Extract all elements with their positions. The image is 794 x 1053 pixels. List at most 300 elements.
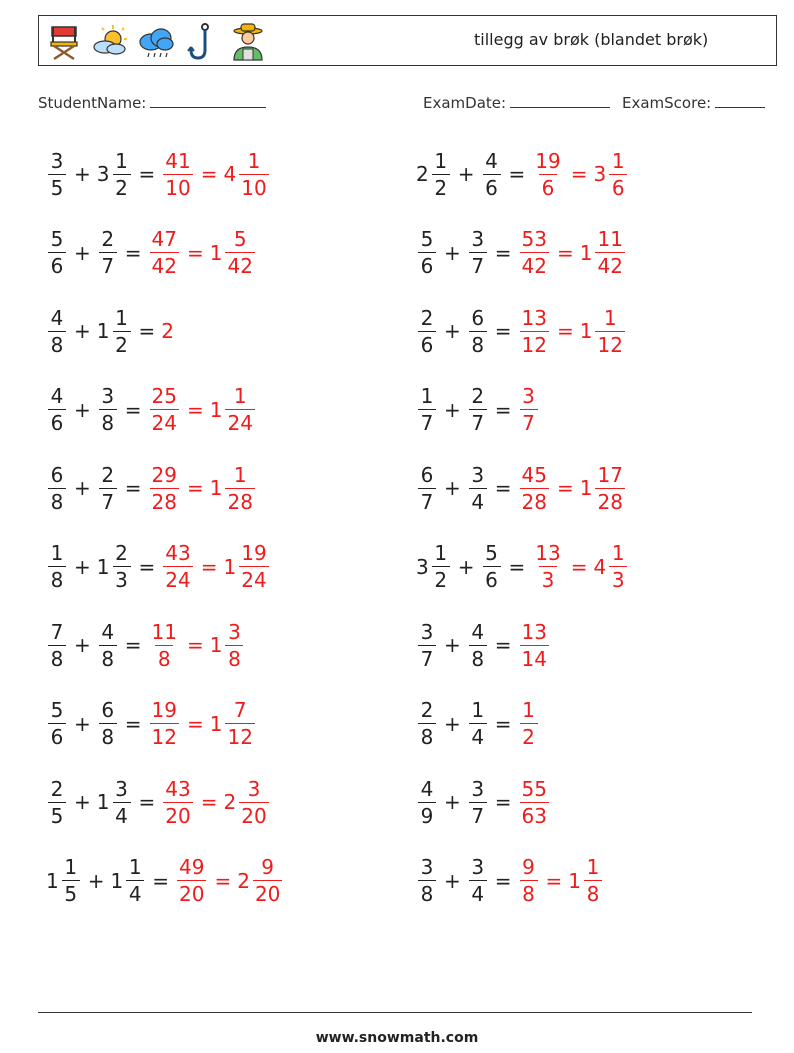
exam-score-blank[interactable] bbox=[715, 93, 765, 108]
answer bbox=[518, 619, 551, 671]
answer-improper-fraction bbox=[520, 305, 549, 357]
denominator: 28 bbox=[597, 489, 623, 514]
answer-improper-fraction bbox=[520, 776, 549, 828]
answer-mixed-whole: 1 bbox=[209, 397, 223, 422]
plus-sign: + bbox=[74, 162, 91, 186]
numerator: 4 bbox=[420, 776, 434, 801]
problem-row bbox=[416, 221, 627, 285]
addend-a bbox=[416, 462, 438, 514]
numerator: 3 bbox=[471, 227, 485, 251]
fraction bbox=[113, 543, 131, 590]
answer-mixed-fraction bbox=[609, 148, 627, 200]
fraction bbox=[126, 857, 144, 904]
answer-mixed-whole: 3 bbox=[593, 162, 607, 186]
denominator: 7 bbox=[418, 488, 436, 512]
numerator: 1 bbox=[50, 541, 64, 565]
numerator: 2 bbox=[101, 462, 115, 487]
plus-sign: + bbox=[74, 554, 91, 579]
numerator: 3 bbox=[471, 855, 485, 879]
equals-sign: = bbox=[545, 868, 563, 893]
problem-row bbox=[416, 613, 551, 677]
answer bbox=[148, 619, 246, 671]
addend-b bbox=[467, 229, 489, 276]
denominator: 28 bbox=[227, 489, 253, 514]
fraction bbox=[418, 386, 436, 433]
director-chair-icon bbox=[45, 22, 83, 62]
exam-date-field[interactable] bbox=[423, 93, 610, 112]
numerator: 1 bbox=[471, 698, 485, 722]
addend-b bbox=[467, 619, 489, 671]
fraction bbox=[418, 776, 436, 828]
problem-row bbox=[46, 456, 257, 520]
answer-improper-fraction bbox=[520, 619, 549, 671]
student-name-field[interactable] bbox=[38, 93, 266, 112]
answer bbox=[531, 543, 629, 590]
numerator: 29 bbox=[151, 462, 177, 487]
problem-row bbox=[416, 299, 627, 363]
numerator: 5 bbox=[233, 227, 247, 251]
numerator: 3 bbox=[471, 462, 485, 487]
numerator: 25 bbox=[151, 384, 177, 408]
equals-sign: = bbox=[214, 868, 232, 893]
addend-b bbox=[97, 462, 119, 514]
fraction bbox=[113, 148, 131, 200]
denominator: 24 bbox=[227, 411, 253, 435]
numerator: 11 bbox=[151, 619, 177, 644]
equals-sign: = bbox=[124, 633, 142, 657]
denominator: 24 bbox=[151, 411, 177, 435]
addend-a bbox=[46, 543, 68, 590]
numerator: 5 bbox=[420, 227, 434, 251]
answer-improper-fraction bbox=[150, 386, 179, 433]
fraction bbox=[48, 462, 66, 514]
worksheet-header bbox=[38, 15, 777, 66]
numerator: 45 bbox=[521, 462, 547, 487]
fraction bbox=[483, 543, 501, 590]
numerator: 53 bbox=[521, 227, 547, 251]
denominator: 8 bbox=[155, 645, 173, 669]
denominator: 4 bbox=[126, 880, 144, 904]
fraction bbox=[48, 148, 66, 200]
denominator: 2 bbox=[432, 174, 450, 198]
numerator: 13 bbox=[535, 541, 561, 565]
addend-a bbox=[46, 148, 68, 200]
student-name-blank[interactable] bbox=[150, 93, 266, 108]
numerator: 7 bbox=[50, 619, 64, 644]
numerator: 4 bbox=[471, 619, 485, 644]
addend-b bbox=[97, 229, 119, 276]
addend-a bbox=[46, 386, 68, 433]
problem-row bbox=[46, 535, 271, 599]
fraction bbox=[48, 543, 66, 590]
equals-sign: = bbox=[494, 868, 512, 893]
answer bbox=[518, 229, 627, 276]
numerator: 4 bbox=[50, 305, 64, 330]
fraction bbox=[99, 619, 117, 671]
fraction bbox=[469, 462, 487, 514]
numerator: 1 bbox=[434, 541, 448, 565]
numerator: 9 bbox=[522, 855, 535, 879]
numerator: 6 bbox=[420, 462, 434, 487]
answer bbox=[518, 305, 627, 357]
fraction bbox=[418, 305, 436, 357]
denominator: 8 bbox=[584, 880, 602, 904]
numerator: 3 bbox=[247, 776, 261, 801]
whole-number: 1 bbox=[96, 554, 110, 579]
plus-sign: + bbox=[444, 790, 461, 814]
plus-sign: + bbox=[444, 633, 461, 657]
equals-sign: = bbox=[124, 397, 142, 422]
plus-sign: + bbox=[87, 868, 105, 893]
answer-mixed-fraction bbox=[584, 857, 602, 904]
numerator: 1 bbox=[586, 855, 600, 879]
denominator: 4 bbox=[469, 880, 487, 904]
fraction bbox=[99, 229, 117, 276]
denominator: 3 bbox=[609, 566, 627, 590]
fraction bbox=[469, 305, 487, 357]
numerator: 11 bbox=[597, 227, 623, 251]
answer bbox=[175, 857, 284, 904]
fraction bbox=[469, 857, 487, 904]
plus-sign: + bbox=[74, 476, 91, 500]
addend-b bbox=[97, 386, 119, 433]
fraction bbox=[113, 776, 131, 828]
addend-a bbox=[46, 776, 68, 828]
equals-sign: = bbox=[186, 633, 204, 657]
rain-cloud-icon bbox=[137, 22, 175, 62]
equals-sign: = bbox=[494, 319, 512, 343]
numerator: 4 bbox=[485, 148, 498, 173]
denominator: 42 bbox=[151, 254, 177, 278]
denominator: 14 bbox=[521, 646, 547, 671]
exam-score-field[interactable] bbox=[622, 93, 765, 112]
addend-b bbox=[96, 148, 133, 200]
numerator: 1 bbox=[611, 541, 625, 565]
equals-sign: = bbox=[556, 476, 574, 500]
numerator: 5 bbox=[50, 698, 64, 722]
addend-b bbox=[481, 543, 503, 590]
denominator: 5 bbox=[48, 174, 66, 198]
numerator: 47 bbox=[151, 227, 177, 251]
numerator: 49 bbox=[179, 855, 205, 879]
answer-improper-fraction bbox=[163, 543, 192, 590]
fraction bbox=[469, 700, 487, 747]
answer-mixed-whole: 1 bbox=[209, 633, 223, 657]
denominator: 6 bbox=[483, 174, 501, 198]
plus-sign: + bbox=[74, 240, 91, 265]
addend-b bbox=[467, 700, 489, 747]
whole-number: 1 bbox=[110, 868, 124, 893]
answer-mixed-whole: 1 bbox=[209, 240, 223, 265]
answer-improper-fraction bbox=[520, 386, 538, 433]
addend-a bbox=[46, 229, 68, 276]
answer-mixed-fraction bbox=[595, 462, 624, 514]
answer-mixed-fraction bbox=[225, 700, 254, 747]
denominator: 4 bbox=[469, 723, 487, 747]
answer-improper-fraction bbox=[520, 857, 538, 904]
denominator: 4 bbox=[469, 488, 487, 512]
denominator: 8 bbox=[48, 645, 66, 669]
equals-sign: = bbox=[494, 240, 512, 265]
numerator: 41 bbox=[165, 148, 191, 173]
numerator: 19 bbox=[535, 148, 561, 173]
numerator: 3 bbox=[471, 776, 485, 801]
equals-sign: = bbox=[138, 790, 156, 814]
exam-score-label: ExamScore: bbox=[622, 94, 712, 112]
denominator: 4 bbox=[113, 802, 131, 826]
denominator: 6 bbox=[418, 252, 436, 276]
whole-number: 1 bbox=[96, 790, 110, 814]
answer-improper-fraction bbox=[533, 148, 562, 200]
denominator: 24 bbox=[165, 568, 191, 592]
fraction bbox=[469, 386, 487, 433]
answer-improper-fraction bbox=[177, 857, 206, 904]
answer bbox=[148, 386, 257, 433]
answer bbox=[148, 462, 257, 514]
addend-b bbox=[97, 619, 119, 671]
denominator: 2 bbox=[432, 566, 450, 590]
numerator: 55 bbox=[521, 776, 547, 801]
fraction bbox=[48, 700, 66, 747]
addend-a bbox=[416, 619, 438, 671]
denominator: 8 bbox=[99, 723, 117, 747]
equals-sign: = bbox=[138, 554, 156, 579]
answer-whole: 2 bbox=[161, 319, 174, 343]
problem-row bbox=[46, 299, 174, 363]
answer-mixed-whole: 1 bbox=[568, 868, 582, 893]
equals-sign: = bbox=[124, 240, 142, 265]
student-name-label: StudentName: bbox=[38, 94, 147, 112]
numerator: 3 bbox=[115, 776, 128, 801]
addend-a bbox=[416, 857, 438, 904]
fraction bbox=[48, 305, 66, 357]
plus-sign: + bbox=[444, 240, 461, 265]
answer-improper-fraction bbox=[163, 776, 192, 828]
fraction bbox=[48, 619, 66, 671]
denominator: 7 bbox=[418, 409, 436, 433]
fraction bbox=[48, 776, 66, 828]
plus-sign: + bbox=[444, 397, 461, 422]
answer-improper-fraction bbox=[150, 700, 179, 747]
numerator: 1 bbox=[128, 855, 142, 879]
numerator: 2 bbox=[50, 776, 64, 801]
equals-sign: = bbox=[494, 711, 512, 736]
problem-row bbox=[46, 221, 257, 285]
answer-improper-fraction bbox=[520, 229, 549, 276]
answer bbox=[518, 776, 551, 828]
answer-mixed-whole: 1 bbox=[579, 476, 593, 500]
equals-sign: = bbox=[200, 162, 218, 186]
fraction bbox=[113, 305, 131, 357]
whole-number: 1 bbox=[46, 868, 59, 893]
answer bbox=[161, 319, 174, 343]
answer-mixed-fraction bbox=[595, 305, 624, 357]
answer-mixed-whole: 1 bbox=[579, 319, 593, 343]
plus-sign: + bbox=[444, 711, 461, 736]
answer bbox=[531, 148, 629, 200]
sun-cloud-icon bbox=[91, 22, 129, 62]
whole-number: 1 bbox=[96, 319, 110, 343]
numerator: 4 bbox=[101, 619, 115, 644]
denominator: 5 bbox=[48, 802, 66, 826]
answer-improper-fraction bbox=[520, 462, 549, 514]
numerator: 4 bbox=[50, 384, 64, 408]
numerator: 2 bbox=[471, 384, 485, 408]
plus-sign: + bbox=[74, 790, 91, 814]
addend-b bbox=[97, 700, 119, 747]
fraction bbox=[418, 462, 436, 514]
equals-sign: = bbox=[152, 868, 169, 893]
numerator: 3 bbox=[228, 619, 241, 644]
fraction bbox=[432, 543, 450, 590]
denominator: 7 bbox=[520, 409, 538, 433]
denominator: 3 bbox=[113, 566, 131, 590]
plus-sign: + bbox=[74, 397, 91, 422]
numerator: 3 bbox=[50, 148, 64, 173]
numerator: 19 bbox=[151, 698, 177, 722]
denominator: 8 bbox=[48, 331, 66, 355]
denominator: 6 bbox=[418, 331, 436, 355]
numerator: 1 bbox=[233, 384, 247, 408]
addend-a bbox=[416, 148, 452, 200]
addend-b bbox=[481, 148, 503, 200]
equals-sign: = bbox=[138, 162, 156, 186]
fraction bbox=[418, 229, 436, 276]
numerator: 1 bbox=[247, 148, 261, 173]
plus-sign: + bbox=[74, 319, 91, 343]
problem-row bbox=[46, 692, 257, 756]
equals-sign: = bbox=[494, 790, 512, 814]
denominator: 9 bbox=[418, 802, 436, 826]
answer-mixed-fraction bbox=[225, 229, 254, 276]
denominator: 2 bbox=[113, 331, 131, 355]
farmer-avatar-icon bbox=[229, 22, 267, 62]
equals-sign: = bbox=[124, 711, 142, 736]
problem-row bbox=[416, 849, 604, 913]
equals-sign: = bbox=[508, 554, 526, 579]
denominator: 6 bbox=[48, 409, 66, 433]
denominator: 6 bbox=[483, 566, 501, 590]
numerator: 6 bbox=[471, 305, 485, 330]
addend-a bbox=[416, 229, 438, 276]
answer-mixed-fraction bbox=[225, 462, 254, 514]
fraction bbox=[99, 700, 117, 747]
addend-b bbox=[97, 543, 133, 590]
denominator: 20 bbox=[254, 882, 281, 906]
exam-date-blank[interactable] bbox=[510, 93, 610, 108]
fraction bbox=[62, 857, 80, 904]
denominator: 10 bbox=[165, 175, 191, 200]
denominator: 8 bbox=[99, 409, 117, 433]
addend-a bbox=[46, 305, 68, 357]
answer-improper-fraction bbox=[150, 229, 179, 276]
plus-sign: + bbox=[444, 868, 461, 893]
numerator: 6 bbox=[50, 462, 64, 487]
addend-a bbox=[46, 462, 68, 514]
plus-sign: + bbox=[457, 554, 475, 579]
numerator: 2 bbox=[101, 227, 115, 251]
denominator: 12 bbox=[597, 332, 623, 357]
numerator: 3 bbox=[522, 384, 535, 408]
numerator: 1 bbox=[233, 462, 247, 487]
addend-b bbox=[96, 776, 133, 828]
answer-improper-fraction bbox=[163, 148, 192, 200]
denominator: 63 bbox=[521, 803, 547, 828]
numerator: 2 bbox=[420, 305, 434, 330]
answer-improper-fraction bbox=[533, 543, 562, 590]
fraction bbox=[469, 229, 487, 276]
denominator: 10 bbox=[241, 175, 267, 200]
denominator: 6 bbox=[48, 252, 66, 276]
numerator: 2 bbox=[115, 541, 128, 565]
equals-sign: = bbox=[508, 162, 526, 186]
addend-a bbox=[416, 305, 438, 357]
whole-number: 3 bbox=[416, 554, 429, 579]
denominator: 7 bbox=[469, 802, 487, 826]
answer-mixed-whole: 4 bbox=[593, 554, 607, 579]
fraction bbox=[99, 386, 117, 433]
answer bbox=[161, 148, 270, 200]
exam-date-label: ExamDate: bbox=[423, 94, 507, 112]
addend-a bbox=[416, 386, 438, 433]
numerator: 3 bbox=[420, 619, 434, 644]
problem-row bbox=[46, 849, 284, 913]
fraction bbox=[469, 619, 487, 671]
denominator: 20 bbox=[165, 803, 191, 828]
problem-row bbox=[46, 613, 245, 677]
plus-sign: + bbox=[457, 162, 475, 186]
denominator: 8 bbox=[99, 645, 117, 669]
numerator: 1 bbox=[115, 148, 128, 173]
problem-row bbox=[416, 456, 627, 520]
denominator: 5 bbox=[62, 880, 80, 904]
answer bbox=[148, 229, 257, 276]
denominator: 6 bbox=[48, 723, 66, 747]
fraction bbox=[418, 700, 436, 747]
denominator: 6 bbox=[609, 174, 627, 198]
numerator: 43 bbox=[165, 541, 191, 565]
denominator: 8 bbox=[48, 488, 66, 512]
equals-sign: = bbox=[138, 319, 156, 343]
addend-a bbox=[416, 700, 438, 747]
addend-b bbox=[467, 857, 489, 904]
denominator: 42 bbox=[597, 254, 623, 278]
equals-sign: = bbox=[200, 554, 218, 579]
denominator: 8 bbox=[469, 331, 487, 355]
plus-sign: + bbox=[444, 476, 461, 500]
answer bbox=[161, 543, 270, 590]
equals-sign: = bbox=[494, 397, 512, 422]
answer-mixed-fraction bbox=[239, 543, 268, 590]
denominator: 24 bbox=[241, 568, 267, 592]
footer-url: www.snowmath.com bbox=[315, 1030, 479, 1046]
answer-mixed-whole: 2 bbox=[237, 868, 250, 893]
denominator: 3 bbox=[539, 566, 557, 590]
fishing-hook-icon bbox=[183, 22, 221, 62]
footer-divider bbox=[38, 1012, 752, 1013]
answer-improper-fraction bbox=[150, 619, 179, 671]
denominator: 7 bbox=[99, 488, 117, 512]
denominator: 12 bbox=[521, 332, 547, 357]
whole-number: 2 bbox=[416, 162, 429, 186]
numerator: 13 bbox=[521, 305, 547, 330]
addend-b bbox=[111, 857, 147, 904]
numerator: 1 bbox=[603, 305, 617, 330]
numerator: 1 bbox=[420, 384, 434, 408]
fraction bbox=[48, 386, 66, 433]
equals-sign: = bbox=[186, 711, 204, 736]
denominator: 8 bbox=[469, 645, 487, 669]
